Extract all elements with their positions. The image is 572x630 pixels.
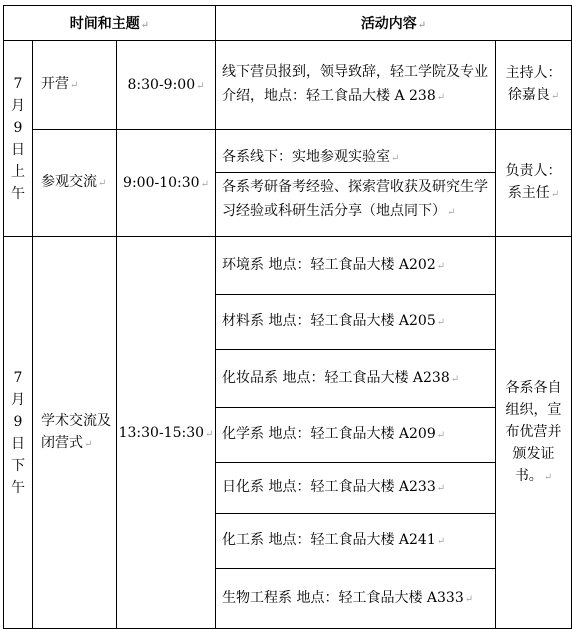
activity-cell: 日化系 地点：轻工食品大楼 A233↵ [216, 463, 496, 514]
table-row [4, 237, 572, 295]
date-afternoon: 7 月 9 日 下 午 [4, 237, 33, 629]
header-activity: 活动内容↵ [216, 6, 572, 41]
role-cell: 各系各自组织，宣布优营并颁发证书。↵ [496, 237, 572, 629]
activity-cell: 化工系 地点：轻工食品大楼 A241↵ [216, 514, 496, 569]
role-cell: 主持人：徐嘉良↵ [496, 41, 572, 130]
activity-cell: 生物工程系 地点：轻工食品大楼 A333↵ [216, 569, 496, 629]
time-cell: 13:30-15:30↵ [117, 237, 216, 629]
activity-cell: 化妆品系 地点：轻工食品大楼 A238↵ [216, 350, 496, 408]
theme-cell: 开营↵ [33, 41, 117, 130]
activity-line: 各系线下：实地参观实验室↵ [222, 148, 400, 165]
theme-cell: 参观交流↵ [33, 130, 117, 237]
date-morning: 7 月 9 日 上 午 [4, 41, 33, 237]
theme-cell: 学术交流及闭营式↵ [33, 237, 117, 629]
header-time-theme: 时间和主题↵ [4, 6, 216, 41]
table-row [4, 41, 572, 130]
activity-cell: 线下营员报到，领导致辞，轻工学院及专业介绍，地点：轻工食品大楼 A 238↵ [216, 41, 496, 130]
role-cell: 负责人：系主任↵ [496, 130, 572, 237]
table-row [4, 130, 572, 237]
schedule-table [3, 5, 572, 629]
activity-cell: 材料系 地点：轻工食品大楼 A205↵ [216, 295, 496, 350]
time-cell: 8:30-9:00↵ [117, 41, 216, 130]
header-row [4, 6, 572, 41]
time-cell: 9:00-10:30↵ [117, 130, 216, 237]
activity-cell: 环境系 地点：轻工食品大楼 A202↵ [216, 237, 496, 295]
activity-cell [216, 130, 496, 237]
activity-cell: 化学系 地点：轻工食品大楼 A209↵ [216, 408, 496, 463]
activity-line: 各系考研备考经验、探索营收获及研究生学习经验或科研生活分享（地点同下）↵ [222, 178, 488, 219]
